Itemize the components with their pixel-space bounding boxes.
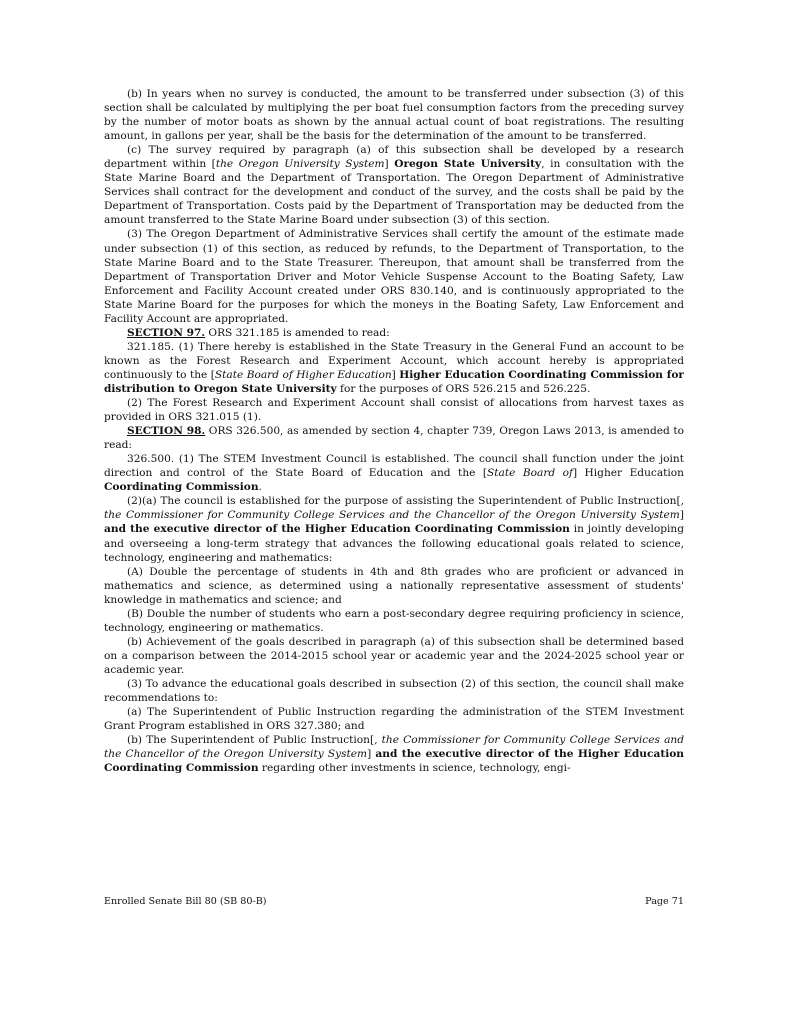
bold-amendment-text: Higher Education Coordinating Commission for distribution to Oregon State University	[104, 368, 684, 395]
statute-paragraph	[104, 677, 684, 705]
paragraph-text: (c) The survey required by paragraph (a) of this subsection shall be developed by a research department within [	[104, 144, 684, 171]
bold-amendment-text: and the executive director of the Higher Education Coordinating Commission	[104, 523, 570, 536]
italic-deleted-text: the Oregon University System	[215, 158, 385, 171]
statute-paragraph	[104, 565, 684, 607]
section-heading: SECTION 97.	[127, 326, 206, 339]
statute-paragraph	[104, 635, 684, 677]
paragraph-text: (a) The Superintendent of Public Instruction regarding the administration of the STEM Investment Grant Program established in ORS 327.380; and	[104, 706, 684, 733]
statute-paragraph	[104, 705, 684, 733]
paragraph-text: , in consultation with the State Marine Board and the Department of Transportation. The Oregon Department of Administrative Services shall contract for the development and conduct of the survey, and the costs shall be paid by the Department of Transportation. Costs paid by the Department of Transportation may be deducted from the amount transferred to the State Marine Board under subsection (3) of this section.	[104, 158, 684, 227]
paragraph-text: ORS 326.500, as amended by section 4, chapter 739, Oregon Laws 2013, is amended to read:	[104, 425, 684, 452]
paragraph-text: ]	[679, 509, 684, 522]
statute-paragraph	[104, 87, 684, 143]
italic-deleted-text: , the Commissioner for Community College Services and the Chancellor of the Oregon University System	[104, 734, 684, 761]
bold-amendment-text: and the executive director of the Higher Education Coordinating Commission	[104, 748, 684, 775]
paragraph-text: (3) To advance the educational goals described in subsection (2) of this section, the council shall make recommendations to:	[104, 677, 684, 705]
paragraph-text: ]	[391, 368, 400, 381]
statute-paragraph	[104, 396, 684, 424]
paragraph-text: .	[258, 481, 262, 494]
bold-amendment-text: Oregon State University	[394, 158, 542, 171]
paragraph-text: for the purposes of ORS 526.215 and 526.225.	[336, 382, 591, 395]
paragraph-text: ] Higher Education	[572, 467, 684, 480]
statute-paragraph	[104, 424, 684, 452]
statute-paragraph	[104, 143, 684, 227]
italic-deleted-text: , the Commissioner for Community College Services and the Chancellor of the Oregon University System	[104, 495, 684, 522]
paragraph-text: regarding other investments in science, technology, engi-	[258, 762, 571, 775]
statute-paragraph	[104, 733, 684, 775]
statute-paragraph	[104, 340, 684, 396]
paragraph-text: (B) Double the number of students who earn a post-secondary degree requiring proficiency in science, technology, engineering or mathematics.	[104, 607, 684, 634]
statute-paragraph	[104, 494, 684, 564]
paragraph-text: (2) The Forest Research and Experiment Account shall consist of allocations from harvest taxes as provided in ORS 321.015 (1).	[104, 397, 684, 424]
statute-paragraph	[104, 326, 684, 340]
page-number: Page 71	[645, 896, 684, 907]
paragraph-text: ]	[384, 158, 395, 171]
paragraph-text: 321.185. (1) There hereby is established in the State Treasury in the General Fund an account to be known as the Forest Research and Experiment Account, which account hereby is appropriated continuously to the [	[104, 340, 684, 381]
paragraph-text: (b) Achievement of the goals described in paragraph (a) of this subsection shall be determined based on a comparison between the 2014-2015 school year or academic year and the 2024-2025 school year or academic year.	[104, 635, 684, 676]
section-heading: SECTION 98.	[127, 425, 206, 438]
paragraph-text: ORS 321.185 is amended to read:	[205, 326, 390, 339]
paragraph-text: in jointly developing and overseeing a long-term strategy that advances the following educational goals related to science, technology, engineering and mathematics:	[104, 523, 684, 564]
paragraph-text: (A) Double the percentage of students in 4th and 8th grades who are proficient or advanced in mathematics and science, as determined using a nationally representative assessment of students' knowledge in mathematics and science; and	[104, 565, 684, 606]
bill-identifier: Enrolled Senate Bill 80 (SB 80-B)	[104, 896, 267, 907]
italic-deleted-text: State Board of	[487, 467, 573, 480]
paragraph-text: ]	[367, 748, 376, 761]
paragraph-text: (b) The Superintendent of Public Instruction[	[127, 734, 375, 747]
statute-body-text	[104, 87, 684, 775]
statute-paragraph	[104, 452, 684, 494]
bold-amendment-text: Coordinating Commission	[104, 481, 259, 494]
statute-paragraph	[104, 227, 684, 325]
paragraph-text: (b) In years when no survey is conducted, the amount to be transferred under subsection (3) of this section shall be calculated by multiplying the per boat fuel consumption factors from the preceding survey by the number of motor boats as shown by the annual actual count of boat registrations. The resulting amount, in gallons per year, shall be the basis for the determination of the amount to be transferred.	[104, 88, 684, 143]
statute-paragraph	[104, 607, 684, 635]
paragraph-text: 326.500. (1) The STEM Investment Council is established. The council shall function under the joint direction and control of the State Board of Education and the [	[104, 453, 684, 480]
paragraph-text: (2)(a) The council is established for the purpose of assisting the Superintendent of Public Instruction[	[127, 495, 681, 508]
italic-deleted-text: State Board of Higher Education	[214, 368, 392, 381]
paragraph-text: (3) The Oregon Department of Administrative Services shall certify the amount of the estimate made under subsection (1) of this section, as reduced by refunds, to the Department of Transportation, to the State Marine Board and to the State Treasurer. Thereupon, that amount shall be transferred from the Department of Transportation Driver and Motor Vehicle Suspense Account to the Boating Safety, Law Enforcement and Facility Account created under ORS 830.140, and is continuously appropriated to the State Marine Board for the purposes for which the moneys in the Boating Safety, Law Enforcement and Facility Account are appropriated.	[104, 228, 684, 325]
